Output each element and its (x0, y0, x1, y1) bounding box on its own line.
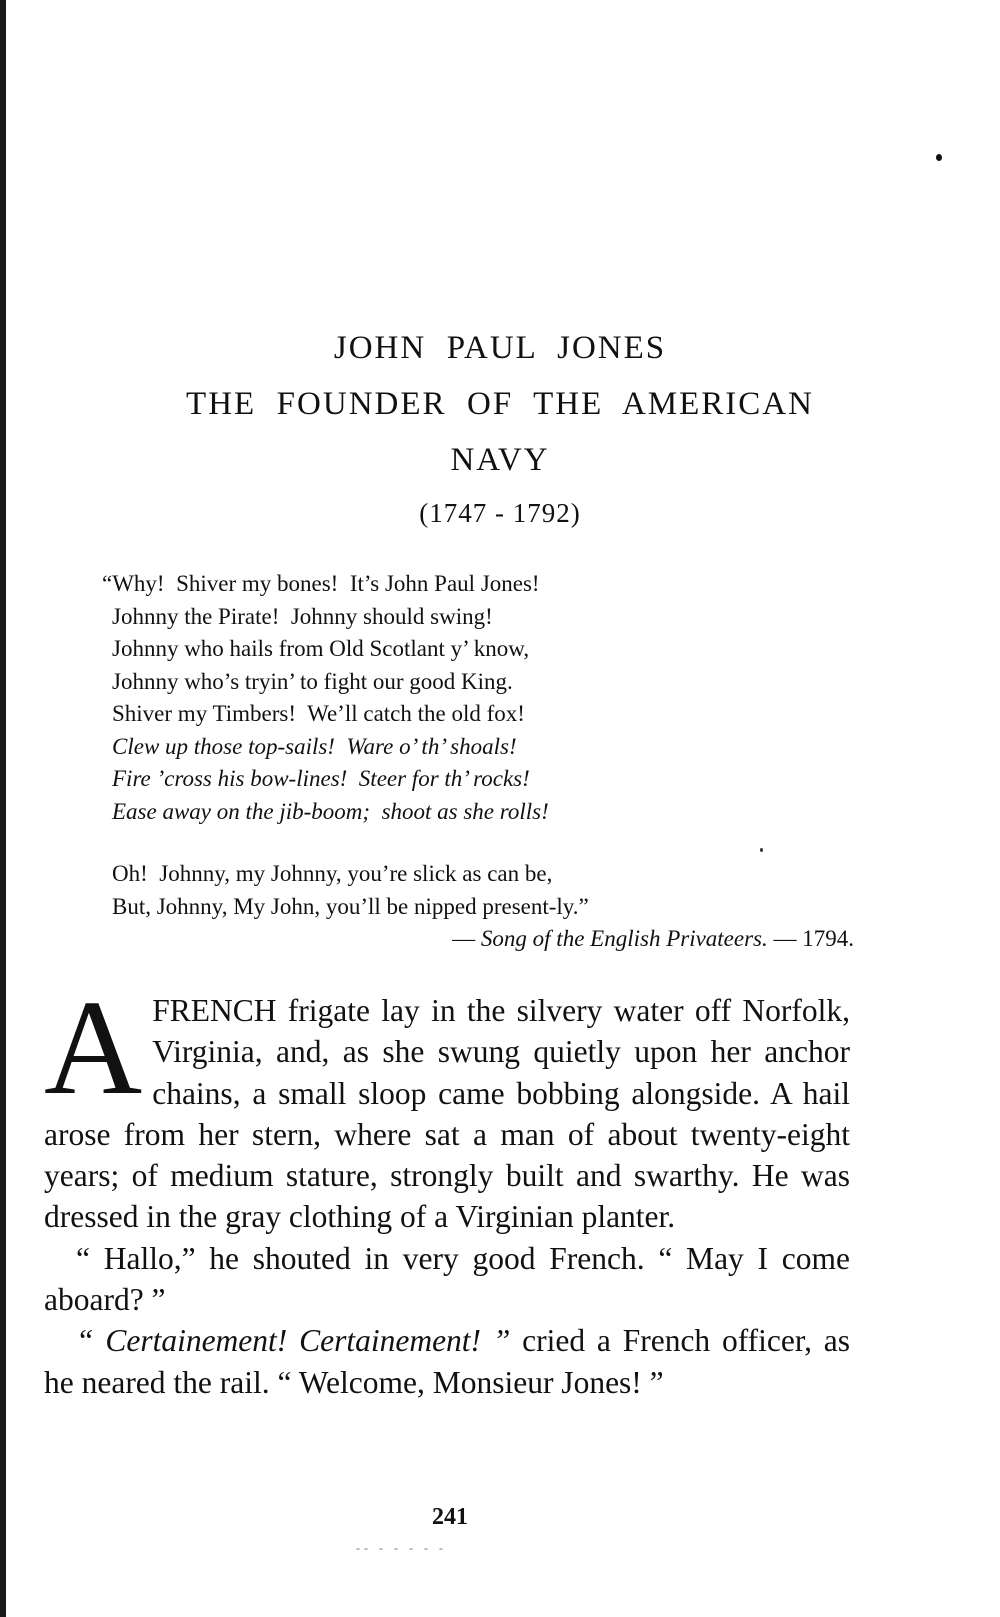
title-line-1: JOHN PAUL JONES (333, 330, 667, 366)
attribution-dash: — (452, 926, 481, 951)
poem-line: “Why! Shiver my bones! It’s John Paul Jones! (102, 571, 540, 596)
poem-line: Oh! Johnny, my Johnny, you’re slick as can be, (112, 861, 553, 886)
epigraph-poem (102, 568, 872, 956)
poem-line: Ease away on the jib-boom; shoot as she rolls! (112, 798, 549, 824)
poem-line: Shiver my Timbers! We’ll catch the old fox! (112, 701, 525, 726)
poem-line: Johnny who hails from Old Scotlant y’ know, (112, 636, 530, 661)
italic-exclamation: “ Certainement! Certainement! ” (76, 1323, 511, 1359)
page-number: 241 (432, 1504, 468, 1530)
title-line-2: THE FOUNDER OF THE AMERICAN (186, 386, 814, 422)
paragraph (44, 1320, 850, 1403)
chapter-body (44, 973, 850, 1403)
chapter-title (40, 320, 960, 529)
poem-line: But, Johnny, My John, you’ll be nipped present-ly.” (112, 893, 589, 919)
paragraph-text: “ Hallo,” he shouted in very good French. “ May I come aboard? ” (44, 1240, 850, 1318)
poem-line: Clew up those top-sails! Ware o’ th’ shoals! (112, 733, 517, 759)
poem-line: Fire ’cross his bow-lines! Steer for th’ rocks! (112, 766, 530, 791)
poem-attribution (112, 923, 872, 956)
poem-line: Johnny who’s tryin’ to fight our good King. (112, 668, 513, 694)
paragraph-text: cried a French officer, as he neared the rail. “ Welcome, Monsieur Jones! ” (44, 1323, 850, 1400)
paragraph (44, 1238, 850, 1321)
attribution-source: Song of the English Privateers. (480, 926, 768, 951)
paragraph: FRENCH frigate lay in the silvery water off Norfolk, Virginia, and, as she swung quietly upon her anchor chains, a small sloop came bobbing alongside. A hail arose from her stern, where sat a man of about twenty-eight years; of medium stature, strongly built and swarthy. He was dressed in the gray clothing of a Virginian planter. (44, 993, 850, 1235)
poem-line: Johnny the Pirate! Johnny should swing! (112, 603, 493, 629)
drop-cap: A (44, 973, 143, 1123)
chapter-dates: (1747 - 1792) (419, 498, 581, 528)
footer-marks: -- - - - - - (356, 1541, 447, 1555)
title-line-3: NAVY (450, 442, 550, 478)
ink-speck (936, 154, 942, 161)
scan-edge (0, 0, 6, 1617)
stanza-break (112, 828, 872, 858)
attribution-year: — 1794. (767, 926, 854, 951)
